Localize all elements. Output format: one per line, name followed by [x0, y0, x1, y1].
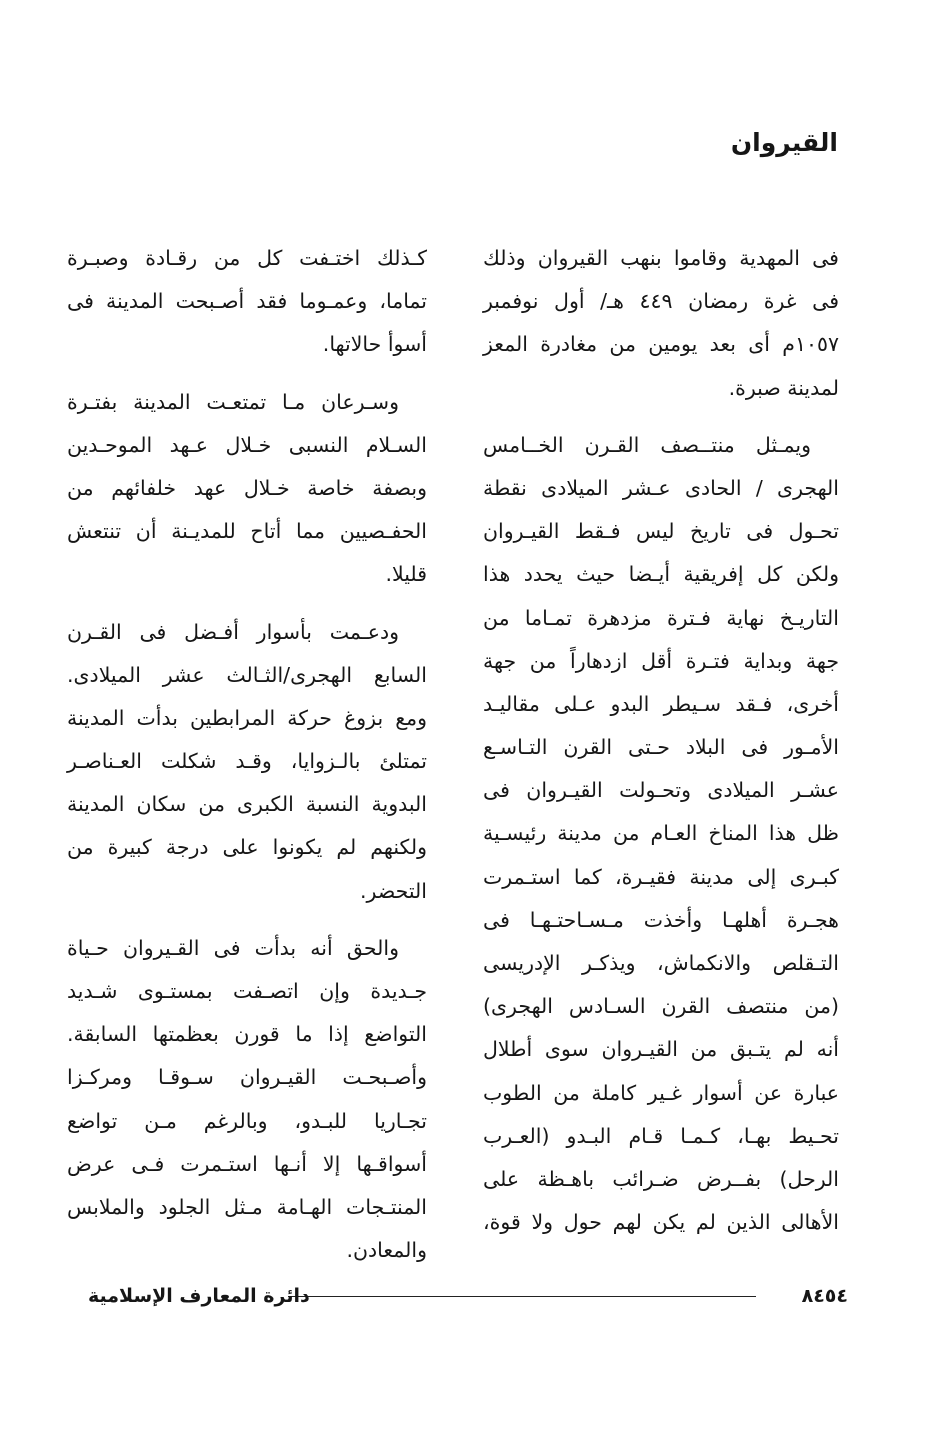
text-line: (من منتصف القرن السـادس الهجرى)	[483, 994, 839, 1019]
text-line: الأهالى الذين لم يكن لهم حول ولا قوة،	[483, 1210, 839, 1235]
text-line: قليلا.	[385, 562, 427, 587]
text-line: كـذلك اختـفت كل من رقـادة وصبـرة	[67, 246, 427, 270]
text-line: المنتـجات الهـامة مـثل الجلود والملابس	[67, 1194, 427, 1219]
text-line: وأصـبحـت القيـروان سـوقـا ومركـزا	[67, 1065, 427, 1090]
text-line: الأمـور فى البلاد حـتى القرن التـاسـع	[483, 735, 839, 760]
text-line: السـلام النسبى خـلال عـهد الموحـدين	[67, 432, 427, 457]
text-line: جـديدة وإن اتصـفت بمستـوى شـديد	[67, 979, 427, 1003]
text-line: تماما، وعمـوما فقد أصـبحت المدينة فى	[67, 289, 427, 314]
text-line: التواضع إذا ما قورن بعظمتها السابقة.	[67, 1022, 427, 1047]
paragraph	[67, 611, 427, 913]
text-line: تحـول فى تاريخ ليس فـقط القيـروان	[483, 519, 839, 544]
text-line: فى غرة رمضان ٤٤٩ هـ/ أول نوفمبر	[483, 289, 839, 314]
publication-title: دائرة المعارف الإسلامية	[88, 1285, 310, 1307]
text-line: ويمـثل منتــصف القـرن الخــامس	[483, 432, 811, 457]
text-line: ولكنهم لم يكونوا على درجة كبيرة من	[67, 835, 427, 860]
text-line: البدوية النسبة الكبرى من سكان المدينة	[67, 792, 427, 817]
page-footer	[88, 1282, 848, 1310]
text-line: الحفـصيين مما أتاح للمديـنة أن تنتعش	[67, 519, 427, 544]
text-line: تجـاريا للبـدو، وبالرغم مـن تواضع	[67, 1108, 427, 1133]
text-line: كبـرى إلى مدينة فقيـرة، كما استـمرت	[483, 864, 839, 889]
text-line: التاريـخ نهاية فـترة مزدهرة تمـاما من	[483, 605, 839, 630]
text-line: التحضر.	[360, 878, 427, 903]
text-line: عشـر الميلادى وتحـولت القيـروان فى	[483, 778, 839, 803]
paragraph	[483, 237, 839, 410]
text-line: أسواقـها إلا أنـها استـمرت فـى عرض	[67, 1151, 427, 1176]
text-line: ودعـمت بأسوار أفـضل فى القـرن	[67, 619, 399, 644]
running-title: القيروان	[730, 128, 838, 157]
text-line: السابع الهجرى/الثـالث عشر الميلادى.	[67, 662, 427, 687]
text-line: أخرى، فـقد سـيطر البدو عـلى مقاليـد	[483, 691, 839, 716]
text-line: الهجرى / الحادى عـشر الميلادى نقطة	[483, 475, 839, 500]
text-line: لمدينة صبرة.	[728, 375, 839, 400]
text-line: ظل هذا المناخ العـام من مدينة رئيسـية	[483, 821, 839, 846]
text-line: هجـرة أهلهـا وأخذت مـسـاحتـهـا فى	[483, 907, 839, 932]
text-column-right	[483, 237, 839, 1244]
text-line: ومع بزوغ حركة المرابطين بدأت المدينة	[67, 705, 427, 730]
text-column-left	[67, 237, 427, 1272]
text-line: الرحل) بفــرض ضـرائب باهـظة على	[483, 1166, 839, 1191]
text-line: أسوأ حالاتها.	[322, 332, 427, 357]
text-line: تمتلئ بالـزوايا، وقـد شكلت العـناصـر	[67, 749, 427, 774]
text-line: ولكن كل إفريقية أيـضا حيث يحدد هذا	[483, 562, 839, 587]
text-line: تحـيط بهـا، كـمـا قـام البـدو (العـرب	[483, 1123, 839, 1148]
text-line: أنه لم يتـبق من القيـروان سوى أطلال	[483, 1037, 839, 1062]
paragraph	[67, 237, 427, 367]
text-line: والحق أنه بدأت فى القـيروان حـياة	[67, 935, 399, 960]
text-line: والمعادن.	[346, 1238, 427, 1263]
text-line: ١٠٥٧م أى بعد يومين من مغادرة المعز	[483, 332, 839, 357]
text-line: التـقلص والانكماش، ويذكـر الإدريسى	[483, 951, 839, 975]
paragraph	[67, 381, 427, 597]
paragraph	[483, 424, 839, 1245]
paragraph	[67, 927, 427, 1273]
text-line: وبصفة خاصة خـلال عهد خلفائهم من	[67, 475, 427, 500]
text-line: عبارة عن أسوار غـير كاملة من الطوب	[483, 1080, 839, 1105]
page-number: ٨٤٥٤	[801, 1285, 848, 1307]
footer-divider	[288, 1296, 756, 1297]
text-line: فى المهدية وقاموا بنهب القيروان وذلك	[483, 246, 839, 270]
text-line: وسـرعان مـا تمتعـت المدينة بفتـرة	[67, 389, 399, 414]
text-line: جهة وبداية فتـرة أقل ازدهاراً من جهة	[483, 648, 839, 673]
